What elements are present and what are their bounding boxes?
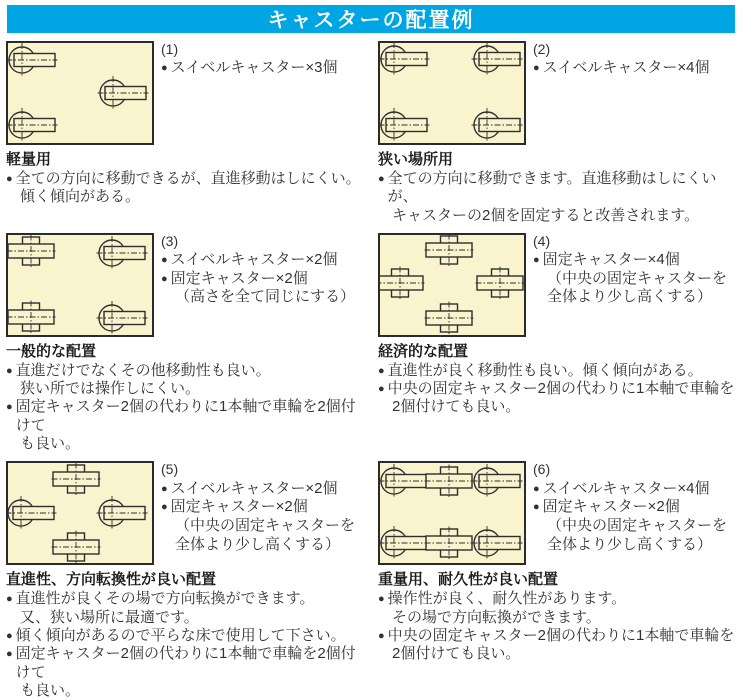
- example-description: [6, 590, 366, 700]
- line-text: 全ての方向に移動できます。直進移動はしにくいが、: [387, 170, 717, 206]
- bullet-icon: ●: [533, 482, 540, 495]
- description-line: [6, 645, 366, 682]
- bullet-icon: ●: [378, 173, 385, 185]
- caster-note-line: [533, 288, 727, 307]
- description-line: [378, 398, 738, 416]
- swivel-caster-icon: [378, 41, 430, 77]
- description-line: [6, 590, 366, 608]
- description-line: [378, 590, 738, 608]
- fixed-caster-icon: [424, 301, 474, 335]
- line-text: も良い。: [20, 435, 81, 453]
- caster-example-section: [378, 461, 738, 700]
- bullet-icon: ●: [161, 62, 168, 75]
- description-line: [6, 435, 366, 453]
- line-text: （中央の固定キャスターを: [175, 516, 356, 534]
- line-text: 固定キャスター×4個: [542, 251, 680, 269]
- swivel-caster-icon: [378, 525, 430, 561]
- example-title: 一般的な配置: [6, 342, 97, 360]
- description-line: [378, 170, 738, 207]
- bullet-icon: ●: [378, 383, 385, 396]
- description-line: [6, 627, 366, 645]
- caster-layout-diagram: [378, 41, 526, 145]
- caster-layout-diagram: [6, 41, 154, 145]
- swivel-caster-icon: [471, 525, 523, 561]
- caster-note-line: [161, 480, 355, 499]
- swivel-caster-icon: [96, 300, 148, 336]
- caster-layout-diagram: [6, 233, 154, 337]
- example-description: [378, 590, 738, 663]
- line-text: 固定キャスター×2個: [170, 498, 308, 516]
- fixed-caster-icon: [6, 300, 56, 334]
- example-title: 狭い場所用: [378, 151, 454, 168]
- caster-count-list: [533, 59, 709, 78]
- line-text: スイベルキャスター×3個: [170, 59, 338, 77]
- example-number: (1): [161, 41, 179, 57]
- line-text: スイベルキャスター×2個: [170, 479, 338, 497]
- line-text: 直進性が良く移動性も良い。傾く傾向がある。: [387, 361, 703, 379]
- example-top-row: [378, 461, 738, 565]
- bullet-icon: ●: [161, 272, 168, 285]
- caster-count-list: [161, 59, 337, 78]
- bullet-icon: ●: [6, 593, 13, 606]
- swivel-caster-icon: [378, 463, 430, 499]
- swivel-caster-icon: [6, 42, 58, 78]
- line-text: 固定キャスター2個の代わりに1本軸で車輪を2個付けて: [15, 645, 356, 681]
- caster-count-list: [533, 480, 727, 554]
- example-title: 経済的な配置: [378, 342, 469, 360]
- example-number: (3): [161, 232, 179, 249]
- description-line: [6, 362, 366, 380]
- caster-count-list: [161, 251, 355, 307]
- bullet-icon: ●: [533, 254, 540, 267]
- example-top-row: [6, 233, 366, 337]
- bullet-icon: ●: [6, 173, 13, 185]
- bullet-icon: ●: [378, 364, 385, 377]
- swivel-caster-icon: [378, 107, 430, 143]
- description-line: [378, 645, 738, 663]
- swivel-caster-icon: [471, 41, 523, 77]
- line-text: スイベルキャスター×4個: [542, 59, 710, 77]
- catalog-page: [0, 5, 742, 700]
- bullet-icon: ●: [6, 364, 13, 377]
- description-line: [378, 362, 738, 380]
- line-text: その場で方向転換ができます。: [392, 608, 601, 626]
- line-text: 直進だけでなくその他移動性も良い。: [15, 361, 271, 379]
- line-text: 中央の固定キャスター2個の代わりに1本軸で車輪を: [387, 380, 735, 398]
- caster-note-line: [161, 517, 355, 536]
- caster-note-line: [533, 498, 727, 517]
- caster-example-section: [6, 233, 366, 453]
- fixed-caster-icon: [51, 462, 101, 496]
- line-text: （高さを全て同じにする）: [175, 288, 356, 306]
- line-text: 2個付けても良い。: [392, 645, 521, 663]
- example-top-row: [378, 233, 738, 337]
- fixed-caster-icon: [424, 233, 474, 267]
- fixed-caster-icon: [6, 234, 56, 268]
- line-text: スイベルキャスター×4個: [542, 479, 710, 497]
- caster-example-section: [378, 41, 738, 225]
- description-line: [6, 188, 366, 206]
- description-line: [378, 609, 738, 627]
- description-line: [378, 207, 738, 225]
- bullet-icon: ●: [161, 254, 168, 267]
- caster-layout-diagram: [378, 461, 526, 565]
- caster-layout-diagram: [6, 461, 154, 565]
- example-top-row: [6, 461, 366, 565]
- example-number: (2): [533, 41, 551, 57]
- description-line: [378, 627, 738, 645]
- example-title: 直進性、方向転換性が良い配置: [6, 571, 217, 589]
- line-text: 傾く傾向がある。: [20, 188, 141, 206]
- examples-grid: [0, 41, 742, 700]
- description-line: [6, 609, 366, 627]
- caster-note-line: [161, 59, 337, 78]
- line-text: 固定キャスター×2個: [542, 498, 680, 516]
- example-side-notes: [154, 461, 355, 554]
- caster-note-line: [533, 480, 727, 499]
- bullet-icon: ●: [378, 593, 385, 606]
- caster-count-list: [161, 480, 355, 554]
- caster-note-line: [161, 270, 355, 289]
- bullet-icon: ●: [6, 401, 13, 414]
- example-top-row: [378, 41, 738, 145]
- line-text: 2個付けても良い。: [392, 398, 521, 416]
- caster-note-line: [533, 536, 727, 555]
- caster-layout-diagram: [378, 233, 526, 337]
- page-title: キャスターの配置例: [267, 9, 475, 32]
- bullet-icon: ●: [378, 629, 385, 642]
- line-text: 狭い所では操作しにくい。: [20, 380, 201, 398]
- fixed-caster-icon: [424, 526, 474, 560]
- line-text: 全ての方向に移動できるが、直進移動はしにくい。: [15, 170, 361, 187]
- line-text: 直進性が良くその場で方向転換ができます。: [15, 590, 315, 608]
- example-side-notes: [526, 233, 727, 307]
- caster-note-line: [533, 59, 709, 78]
- caster-example-section: [6, 461, 366, 700]
- bullet-icon: ●: [533, 501, 540, 514]
- line-text: 全体より少し高くする）: [547, 535, 713, 553]
- bullet-icon: ●: [6, 648, 13, 661]
- caster-note-line: [161, 288, 355, 307]
- swivel-caster-icon: [6, 107, 58, 143]
- example-number: (6): [533, 461, 551, 478]
- fixed-caster-icon: [378, 266, 425, 300]
- bullet-icon: ●: [533, 62, 540, 75]
- example-side-notes: [526, 41, 709, 78]
- example-title: 軽量用: [6, 151, 52, 168]
- swivel-caster-icon: [97, 75, 149, 111]
- caster-note-line: [161, 251, 355, 270]
- swivel-caster-icon: [6, 495, 57, 531]
- example-number: (4): [533, 232, 551, 249]
- description-line: [378, 380, 738, 398]
- line-text: も良い。: [20, 681, 81, 699]
- caster-example-section: [6, 41, 366, 225]
- caster-note-line: [533, 517, 727, 536]
- page-title-bar: [7, 5, 735, 33]
- caster-note-line: [533, 270, 727, 289]
- swivel-caster-icon: [96, 495, 148, 531]
- description-line: [6, 398, 366, 435]
- line-text: （中央の固定キャスターを: [547, 269, 728, 287]
- bullet-icon: ●: [161, 482, 168, 495]
- line-text: 操作性が良く、耐久性があります。: [387, 590, 627, 608]
- description-line: [6, 380, 366, 398]
- swivel-caster-icon: [471, 107, 523, 143]
- example-top-row: [6, 41, 366, 145]
- line-text: スイベルキャスター×2個: [170, 251, 338, 269]
- fixed-caster-icon: [424, 464, 474, 498]
- line-text: 傾く傾向があるので平らな床で使用して下さい。: [15, 626, 346, 644]
- line-text: 中央の固定キャスター2個の代わりに1本軸で車輪を: [387, 626, 735, 644]
- example-side-notes: [154, 41, 337, 78]
- example-number: (5): [161, 461, 179, 478]
- bullet-icon: ●: [6, 629, 13, 642]
- line-text: 全体より少し高くする）: [547, 288, 713, 306]
- line-text: 固定キャスター2個の代わりに1本軸で車輪を2個付けて: [15, 398, 356, 434]
- line-text: キャスターの2個を固定すると改善されます。: [392, 206, 700, 224]
- line-text: 全体より少し高くする）: [175, 535, 341, 553]
- example-title: 重量用、耐久性が良い配置: [378, 571, 559, 589]
- caster-note-line: [161, 498, 355, 517]
- caster-example-section: [378, 233, 738, 453]
- swivel-caster-icon: [471, 463, 523, 499]
- fixed-caster-icon: [475, 266, 525, 300]
- caster-note-line: [533, 251, 727, 270]
- example-description: [378, 170, 738, 225]
- example-side-notes: [526, 461, 727, 554]
- line-text: （中央の固定キャスターを: [547, 516, 728, 534]
- example-side-notes: [154, 233, 355, 307]
- caster-count-list: [533, 251, 727, 307]
- example-description: [378, 362, 738, 417]
- example-description: [6, 170, 366, 207]
- caster-note-line: [161, 536, 355, 555]
- line-text: 又、狭い場所に最適です。: [20, 608, 199, 626]
- example-description: [6, 362, 366, 453]
- line-text: 固定キャスター×2個: [170, 269, 308, 287]
- description-line: [6, 682, 366, 700]
- swivel-caster-icon: [96, 235, 148, 271]
- bullet-icon: ●: [161, 501, 168, 514]
- fixed-caster-icon: [51, 530, 101, 564]
- description-line: [6, 170, 366, 188]
